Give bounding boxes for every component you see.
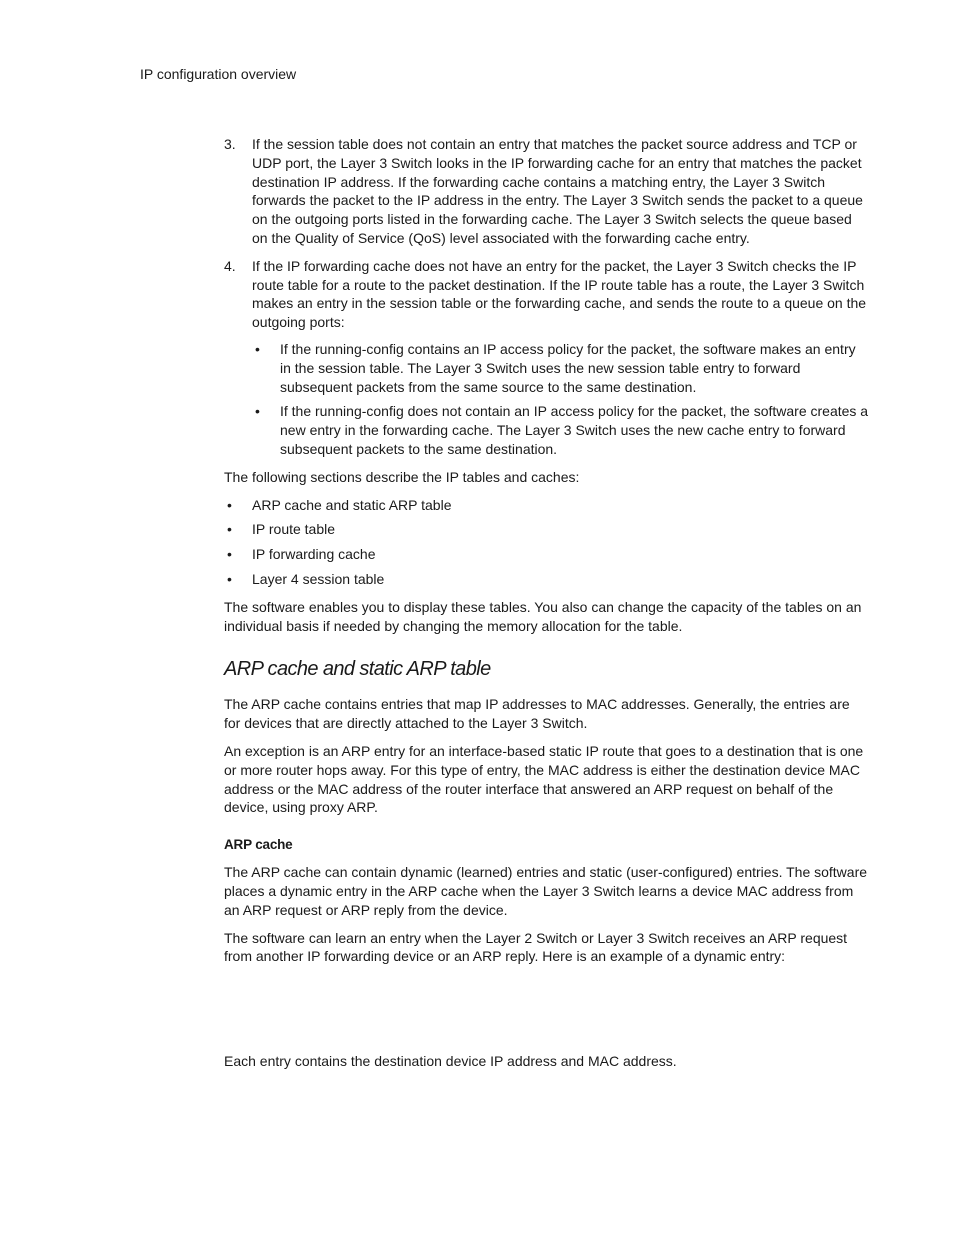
section-title-arp: ARP cache and static ARP table <box>224 658 491 681</box>
step-3 <box>224 135 869 248</box>
step-text: If the IP forwarding cache does not have an entry for the packet, the Layer 3 Switch checks the IP route table for a route to the packet destination. If the IP route table has a route, the Layer 3 Switch makes an entry in the session table or the forwarding cache, and sends the route to a queue on the outgoing ports: <box>252 257 867 331</box>
list-item <box>224 520 869 539</box>
step-text: If the session table does not contain an entry that matches the packet source address and TCP or UDP port, the Layer 3 Switch looks in the IP forwarding cache for an entry that matches the packet destination IP address. If the forwarding cache contains a matching entry, the Layer 3 Switch forwards the packet to the IP address in the entry. The Layer 3 Switch sends the packet to a queue on the outgoing ports listed in the forwarding cache. The Layer 3 Switch selects the queue based on the Quality of Service (QoS) level associated with the forwarding cache entry. <box>252 136 863 246</box>
list-item-text: ARP cache and static ARP table <box>252 496 452 513</box>
running-header: IP configuration overview <box>140 66 297 82</box>
subsection-title-arp-cache: ARP cache <box>224 837 293 853</box>
step-4-bullets <box>252 340 869 459</box>
list-item-text: If the running-config does not contain an IP access policy for the packet, the software creates a new entry in the forwarding cache. The Layer 3 Switch uses the new cache entry to forward subsequent packets to the same destination. <box>280 403 869 457</box>
arp-cache-para-1: The ARP cache can contain dynamic (learned) entries and static (user-configured) entries. The software places a dynamic entry in the ARP cache when the Layer 3 Switch learns a device MAC address from an ARP request or ARP reply from the device. <box>224 864 868 918</box>
bullet-icon: • <box>255 403 260 420</box>
tables-note: The software enables you to display these tables. You also can change the capacity of the tables on an individual basis if needed by changing the memory allocation for the table. <box>224 598 862 634</box>
page-content <box>224 135 869 1080</box>
list-item-text: Layer 4 session table <box>252 570 385 587</box>
tables-intro: The following sections describe the IP tables and caches: <box>224 468 580 485</box>
arp-para-1: The ARP cache contains entries that map IP addresses to MAC addresses. Generally, the entries are for devices that are directly attached to the Layer 3 Switch. <box>224 696 850 732</box>
step-number: 3. <box>224 136 236 152</box>
bullet-icon: • <box>227 570 232 587</box>
example-placeholder <box>224 975 869 1052</box>
bullet-icon: • <box>255 340 260 357</box>
bullet-icon: • <box>227 496 232 513</box>
list-item-text: If the running-config contains an IP access policy for the packet, the software makes an entry in the session table. The Layer 3 Switch uses the new session table entry to forward subsequent packets from the same source to the same destination. <box>280 340 856 395</box>
step-4 <box>224 257 869 459</box>
bullet-icon: • <box>227 521 232 538</box>
list-item <box>224 570 869 589</box>
bullet-icon: • <box>227 546 232 563</box>
list-item <box>252 340 869 396</box>
arp-cache-para-2: The software can learn an entry when the Layer 2 Switch or Layer 3 Switch receives an ARP request from another IP forwarding device or an ARP reply. Here is an example of a dynamic entry: <box>224 929 848 965</box>
list-item <box>224 496 869 515</box>
step-number: 4. <box>224 257 236 274</box>
arp-cache-para-3: Each entry contains the destination device IP address and MAC address. <box>224 1053 677 1070</box>
list-item-text: IP route table <box>252 521 336 538</box>
list-item <box>252 402 869 458</box>
tables-list <box>224 496 869 589</box>
list-item <box>224 545 869 564</box>
list-item-text: IP forwarding cache <box>252 546 376 563</box>
arp-para-2: An exception is an ARP entry for an interface-based static IP route that goes to a destination that is one or more router hops away. For this type of entry, the MAC address is either the destination device MAC address or the MAC address of the router interface that answered an ARP request on behalf of the device, using proxy ARP. <box>224 742 864 816</box>
